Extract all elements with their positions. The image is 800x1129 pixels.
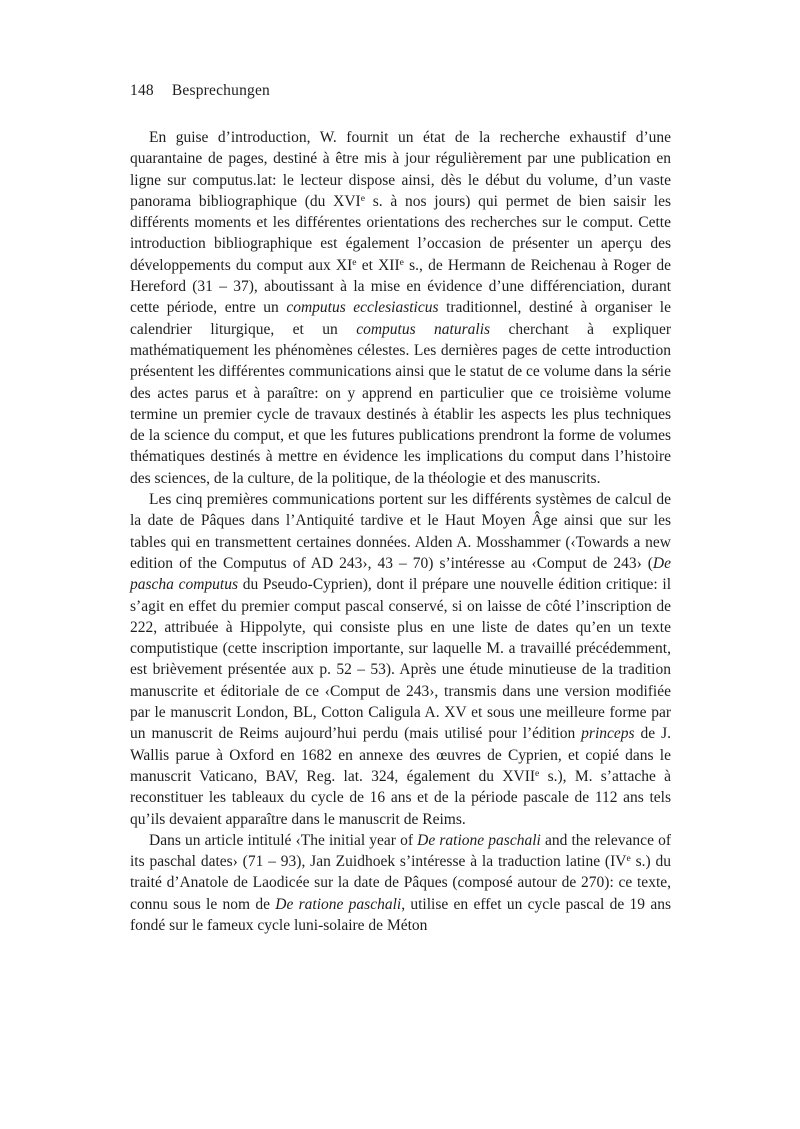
section-title: Besprechungen	[171, 82, 271, 99]
paragraph: Dans un article intitulé ‹The initial year of De ratione paschali and the relevance of its paschal dates› (71 – 93), Jan Zuidhoek s’intéresse à la traduction latine (IVe s.) du traité d’Anatole de Laodicée sur la date de Pâques (composé autour de 270): ce texte, connu sous le nom de De ratione paschali, utilise en effet un cycle pascal de 19 ans fondé sur le fameux cycle luni-solaire de Méton	[130, 831, 672, 934]
page-content	[130, 80, 671, 936]
review-article-body	[130, 127, 671, 936]
paragraph: Les cinq premières communications portent sur les différents systèmes de calcul de la date de Pâques dans l’Antiquité tardive et le Haut Moyen Âge ainsi que sur les tables qui en transmettent certaines données. Alden A. Mosshammer (‹Towards a new edition of the Computus of AD 243›, 43 – 70) s’intéresse au ‹Comput de 243› (De pascha computus du Pseudo-Cyprien), dont il prépare une nouvelle édition critique: il s’agit en effet du premier comput pascal conservé, si on laisse de côté l’inscription de 222, attribuée à Hippolyte, qui consiste plus en une liste de dates qu’en un texte computistique (cette inscription importante, sur laquelle M. a travaillé précédemment, est brièvement présentée aux p. 52 – 53). Après une étude minutieuse de la tradition manuscrite et éditoriale de ce ‹Comput de 243›, transmis dans une version modifiée par le manuscrit London, BL, Cotton Caligula A. XV et sous une meilleure forme par un manuscrit de Reims aujourd’hui perdu (mais utilisé pour l’édition princeps de J. Wallis parue à Oxford en 1682 en annexe des œuvres de Cyprien, et copié dans le manuscrit Vaticano, BAV, Reg. lat. 324, également du XVIIe s.), M. s’attache à reconstituer les tableaux du cycle de 16 ans et de la période pascale de 112 ans tels qu’ils devaient apparaître dans le manuscrit de Reims.	[130, 491, 671, 828]
page-number: 148	[130, 82, 154, 99]
paragraph: En guise d’introduction, W. fournit un état de la recherche exhaustif d’une quarantaine de pages, destiné à être mis à jour régulièrement par une publication en ligne sur computus.lat: le lecteur dispose ainsi, dès le début du volume, d’un vaste panorama bibliographique (du XVIe s. à nos jours) qui permet de bien saisir les différents moments et les différentes orientations des recherches sur le comput. Cette introduction bibliographique est également l’occasion de présenter un aperçu des développements du comput aux XIe et XIIe s., de Hermann de Reichenau à Roger de Hereford (31 – 37), aboutissant à la mise en évidence d’une différenciation, durant cette période, entre un computus ecclesiasticus traditionnel, destiné à organiser le calendrier liturgique, et un computus naturalis cherchant à expliquer mathématiquement les phénomènes célestes. Les dernières pages de cette introduction présentent les différentes communications ainsi que le statut de ce volume dans la série des actes parus et à paraître: on y apprend en particulier que ce troisième volume termine un premier cycle de travaux destinés à établir les aspects les plus techniques de la science du comput, et que les futures publications prendront la forme de volumes thématiques destinés à mettre en évidence les implications du comput dans l’histoire des sciences, de la culture, de la politique, de la théologie et des manuscrits.	[130, 129, 672, 487]
running-header	[130, 80, 671, 101]
